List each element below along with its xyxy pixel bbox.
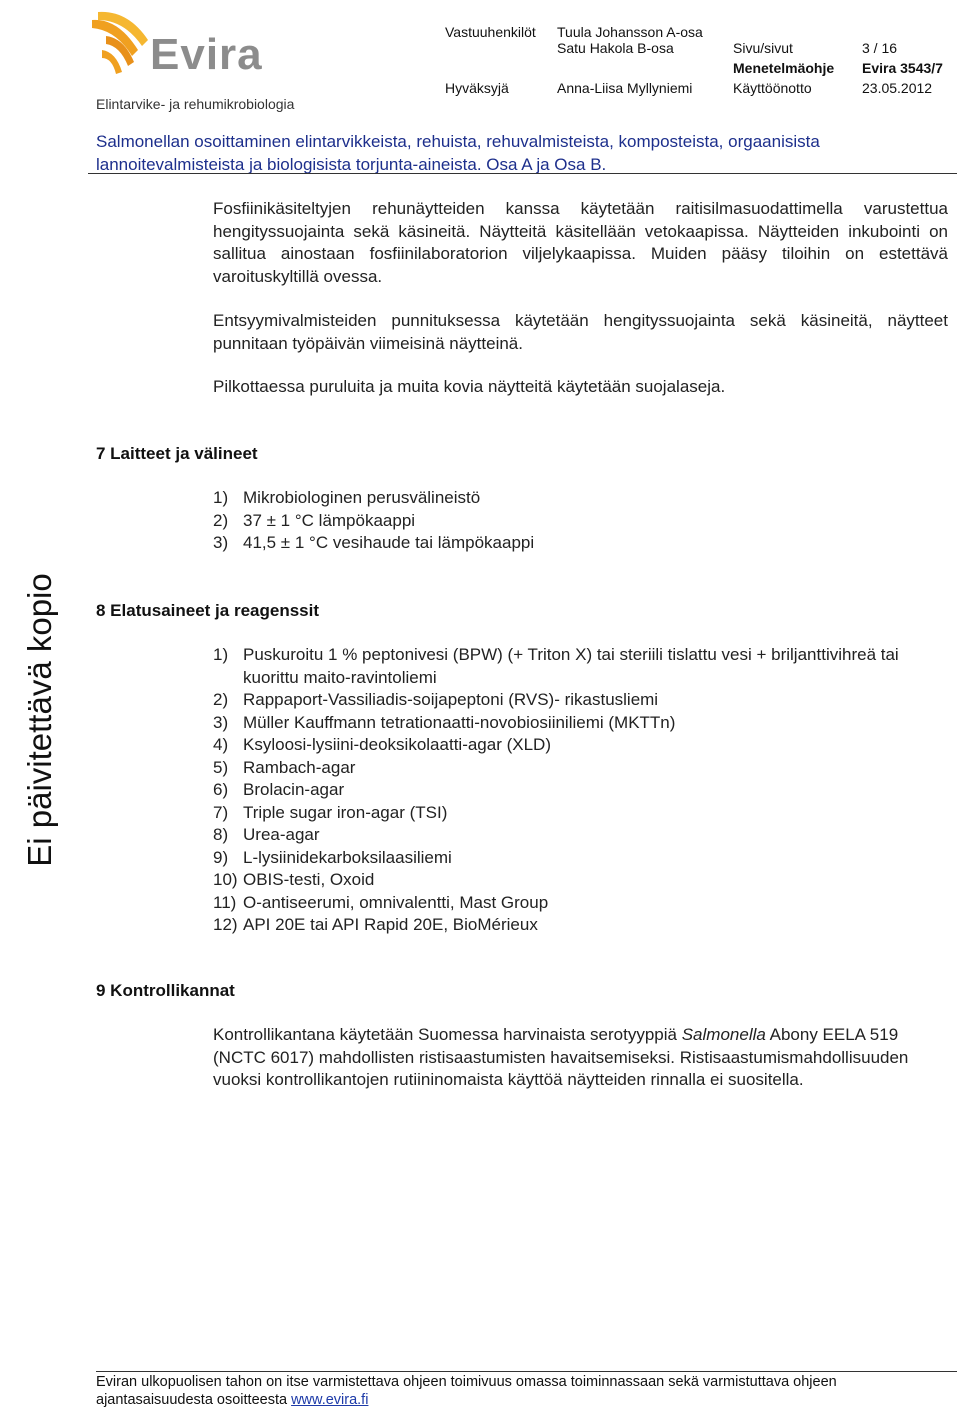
page-value: 3 / 16 bbox=[862, 40, 898, 56]
evira-logo-icon bbox=[88, 10, 158, 80]
list-item: 1) Mikrobiologinen perusvälineistö bbox=[213, 488, 481, 507]
intro-label: Käyttöönotto bbox=[733, 80, 812, 96]
paragraph-bones: Pilkottaessa puruluita ja muita kovia näytteitä käytetään suojalaseja. bbox=[213, 377, 726, 396]
list-item: 6) Brolacin-agar bbox=[213, 780, 345, 799]
method-label: Menetelmäohje bbox=[733, 60, 835, 76]
list-item: 11) O-antiseerumi, omnivalentti, Mast Group bbox=[213, 892, 549, 912]
title-divider bbox=[88, 173, 957, 174]
list-item: 2) 37 ± 1 °C lämpökaappi bbox=[213, 510, 416, 530]
approved-label: Hyväksyjä bbox=[445, 80, 509, 96]
footer-note: Eviran ulkopuolisen tahon on itse varmistettava ohjeen toimivuus omassa toiminnassaan sekä varmistuttava ohjeen ajantasaisuudesta osoitteesta www.evira.fi bbox=[96, 1374, 837, 1408]
approved-value: Anna-Liisa Myllyniemi bbox=[557, 80, 693, 96]
responsible-b: Satu Hakola B-osa bbox=[557, 40, 674, 56]
list-item: 5) Rambach-agar bbox=[213, 757, 356, 777]
list-item: 2) Rappaport-Vassiliadis-soijapeptoni (RVS)- rikastusliemi bbox=[213, 690, 659, 709]
paragraph-enzyme: Entsyymivalmisteiden punnituksessa käytetään hengityssuojainta sekä käsineitä, näytteet punnitaan työpäivän viimeisinä näytteinä. bbox=[213, 311, 948, 353]
section-8-heading: 8 Elatusaineet ja reagenssit bbox=[96, 601, 319, 620]
paragraph-phosphine: Fosfiinikäsiteltyjen rehunäytteiden kanssa käytetään raitisilmasuodattimella varustettua hengityssuojainta sekä käsineitä. Näytteitä käsitellään vetokaapissa. Näytteiden inkubointi on sallitua ainostaan fosfiinilaboratorion viljelykaapissa. Muiden pääsy tiloihin on estettävä varoituskyltillä ovessa. bbox=[213, 199, 948, 286]
list-item: 8) Urea-agar bbox=[213, 825, 320, 844]
evira-link[interactable]: www.evira.fi bbox=[291, 1391, 369, 1408]
list-item: 1) Puskuroitu 1 % peptonivesi (BPW) (+ Triton X) tai steriili tislattu vesi + briljanttivihreä tai kuorittu maito-ravintoliemi bbox=[213, 645, 899, 687]
list-item: 12) API 20E tai API Rapid 20E, BioMérieux bbox=[213, 915, 538, 934]
list-item: 4) Ksyloosi-lysiini-deoksikolaatti-agar (XLD) bbox=[213, 735, 551, 754]
method-value: Evira 3543/7 bbox=[862, 60, 943, 76]
equipment-list bbox=[213, 487, 959, 555]
document-title: Salmonellan osoittaminen elintarvikkeista, rehuista, rehuvalmisteista, komposteista, orgaanisista lannoitevalmisteista ja biologisista torjunta-aineista. Osa A ja Osa B. bbox=[96, 132, 820, 174]
logo-subtitle: Elintarvike- ja rehumikrobiologia bbox=[96, 96, 295, 112]
page-label: Sivu/sivut bbox=[733, 40, 793, 56]
list-item: 7) Triple sugar iron-agar (TSI) bbox=[213, 802, 448, 822]
list-item: 3) Müller Kauffmann tetrationaatti-novobiosiiniliemi (MKTTn) bbox=[213, 712, 676, 732]
responsible-label: Vastuuhenkilöt bbox=[445, 24, 536, 40]
responsible-a: Tuula Johansson A-osa bbox=[557, 24, 703, 40]
section-7-heading: 7 Laitteet ja välineet bbox=[96, 444, 258, 463]
logo-text: Evira bbox=[150, 30, 263, 79]
list-item: 10) OBIS-testi, Oxoid bbox=[213, 870, 375, 889]
intro-value: 23.05.2012 bbox=[862, 80, 933, 96]
footer-divider bbox=[96, 1371, 957, 1372]
watermark-text: Ei päivitettävä kopio bbox=[21, 573, 58, 867]
list-item: 3) 41,5 ± 1 °C vesihaude tai lämpökaappi bbox=[213, 533, 535, 552]
control-strains-paragraph: Kontrollikantana käytetään Suomessa harvinaista serotyyppiä Salmonella Abony EELA 519 (NCTC 6017) mahdollisten ristisaastumisten havaitsemiseksi. Ristisaastumismahdollisuuden vuoksi kontrollikantojen rutiininomaista käyttöä näytteiden rinnalla ei suositella. bbox=[213, 1025, 909, 1089]
reagents-list bbox=[213, 644, 959, 937]
section-9-heading: 9 Kontrollikannat bbox=[96, 981, 235, 1000]
list-item: 9) L-lysiinidekarboksilaasiliemi bbox=[213, 847, 452, 867]
